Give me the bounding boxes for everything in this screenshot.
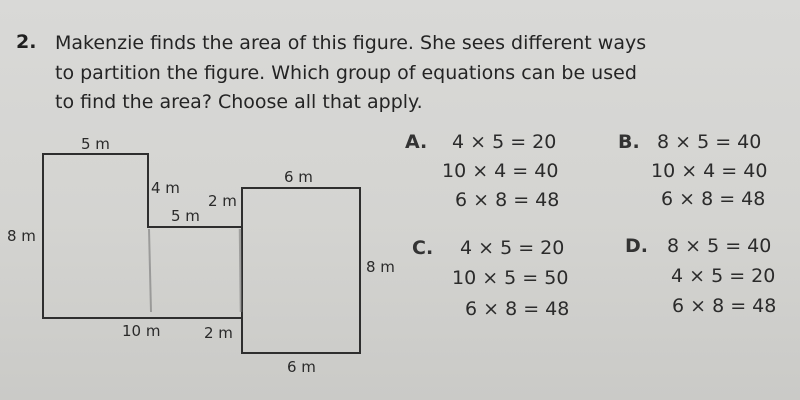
option-c-equation-3: 6 × 8 = 48 [465,298,570,320]
option-a-letter[interactable]: A. [405,131,428,153]
option-d-equation-1: 8 × 5 = 40 [667,235,772,257]
option-b-letter[interactable]: B. [618,131,640,153]
label-top-left: 5 m [81,135,110,153]
label-bottom-right: 6 m [287,358,316,376]
question-text-line-2: to partition the figure. Which group of equations can be used [55,62,637,84]
option-a-equation-2: 10 × 4 = 40 [442,160,559,182]
figure-right-rectangle [242,188,360,353]
label-inner-horizontal: 5 m [171,207,200,225]
pencil-partition-line [149,229,151,312]
option-d-equation-3: 6 × 8 = 48 [672,295,777,317]
label-step: 2 m [208,192,237,210]
question-text-line-1: Makenzie finds the area of this figure. She sees different ways [55,32,647,54]
option-b-equation-1: 8 × 5 = 40 [657,131,762,153]
option-c-equation-1: 4 × 5 = 20 [460,237,565,259]
option-a-equation-3: 6 × 8 = 48 [455,189,560,211]
label-right-side: 8 m [366,258,395,276]
label-top-right: 6 m [284,168,313,186]
option-a-equation-1: 4 × 5 = 20 [452,131,557,153]
option-b-equation-2: 10 × 4 = 40 [651,160,768,182]
label-inner-vertical: 4 m [151,179,180,197]
label-bottom-left: 10 m [122,322,161,340]
label-bottom-step: 2 m [204,324,233,342]
option-b-equation-3: 6 × 8 = 48 [661,188,766,210]
option-c-equation-2: 10 × 5 = 50 [452,267,569,289]
figure-left-outline [43,154,242,318]
question-number: 2. [16,31,37,53]
question-text-line-3: to find the area? Choose all that apply. [55,91,423,113]
pencil-partition-line [240,229,241,312]
label-left-side: 8 m [7,227,36,245]
option-d-equation-2: 4 × 5 = 20 [671,265,776,287]
option-d-letter[interactable]: D. [625,235,648,257]
option-c-letter[interactable]: C. [412,237,434,259]
